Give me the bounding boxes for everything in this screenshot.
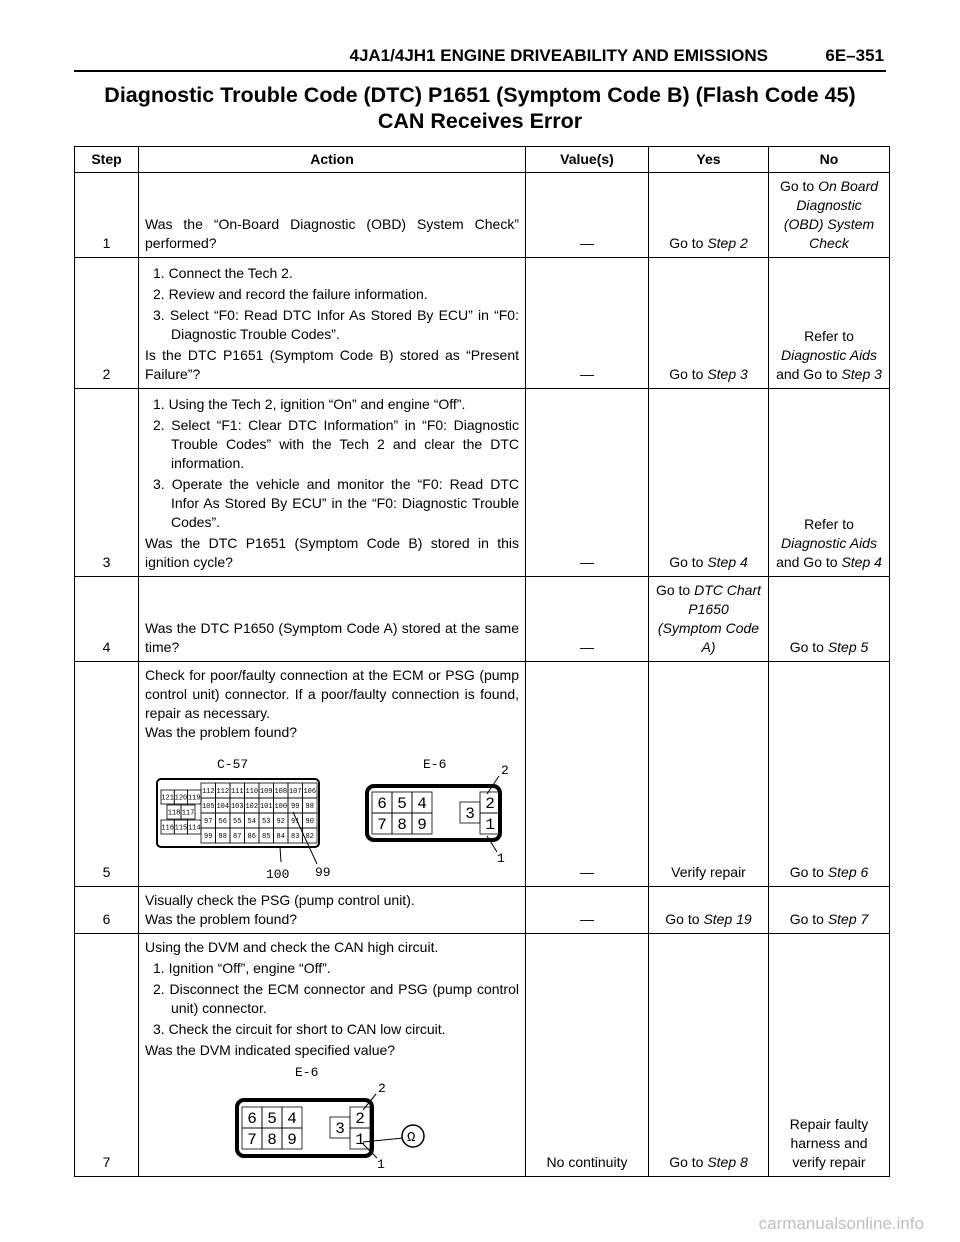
ohm-symbol: Ω — [407, 1130, 416, 1146]
action-cell — [139, 887, 526, 934]
col-step: Step — [75, 147, 139, 173]
c57-pin: 91 — [291, 817, 300, 826]
c57-pin: 92 — [276, 817, 285, 826]
action-cell — [139, 934, 526, 1177]
c57-pin: 82 — [305, 832, 314, 841]
title-line-1: Diagnostic Trouble Code (DTC) P1651 (Symptom Code B) (Flash Code 45) — [104, 83, 856, 107]
c57-pin: 118 — [167, 809, 181, 818]
action-text: Using the DVM and check the CAN high circuit. — [145, 939, 439, 955]
yes-cell — [649, 389, 769, 577]
watermark: carmanualsonline.info — [758, 1214, 924, 1233]
value-cell: — — [526, 887, 649, 934]
no-middle: and Go to — [776, 366, 842, 382]
table-row — [75, 577, 890, 662]
c57-pin: 88 — [218, 832, 227, 841]
table-row — [75, 662, 890, 887]
c57-pin: 121 — [161, 794, 174, 803]
c57-pin: 97 — [204, 817, 213, 826]
yes-prefix: Go to — [669, 366, 708, 382]
c57-pin: 100 — [274, 802, 288, 811]
e6-pin: 2 — [485, 795, 495, 814]
e6-pin: 3 — [335, 1120, 345, 1139]
e6-pin-grid — [242, 1107, 370, 1149]
c57-pin: 56 — [218, 817, 227, 826]
action-text: Was the DTC P1650 (Symptom Code A) stored at the same time? — [139, 577, 526, 662]
c57-pin: 107 — [288, 787, 302, 796]
value-cell: No continuity — [526, 934, 649, 1177]
question-text: Was the DTC P1651 (Symptom Code B) stored in this ignition cycle? — [145, 535, 519, 570]
pin-1-label: 1 — [497, 851, 505, 866]
c57-pin: 120 — [174, 794, 188, 803]
c57-pin: 115 — [174, 824, 188, 833]
yes-link[interactable]: Step 3 — [707, 366, 748, 382]
pin-100-label: 100 — [266, 867, 290, 882]
dvm-svg — [145, 1060, 520, 1172]
yes-link[interactable]: Step 8 — [707, 1154, 748, 1170]
yes-link[interactable]: Step 19 — [703, 911, 752, 927]
e6-pin: 6 — [377, 795, 387, 814]
yes-cell: Verify repair — [649, 662, 769, 887]
c57-pin: 99 — [291, 802, 300, 811]
yes-cell — [649, 887, 769, 934]
list-item: 3. Operate the vehicle and monitor the “F0: Read DTC Infor As Stored By ECU” in the “F0: Diagnostic Trouble Codes”. — [153, 476, 519, 530]
c57-label: C-57 — [217, 757, 249, 772]
no-cell — [769, 389, 890, 577]
e6-pin: 8 — [267, 1131, 277, 1150]
page-number: 6E–351 — [825, 46, 884, 65]
value-cell: — — [526, 258, 649, 389]
c57-pin: 104 — [216, 802, 230, 811]
col-yes: Yes — [649, 147, 769, 173]
c57-pin: 109 — [259, 787, 273, 796]
e6-label: E-6 — [295, 1065, 319, 1080]
e6-pin: 2 — [355, 1110, 365, 1129]
question-text: Was the problem found? — [145, 724, 298, 740]
c57-pin: 53 — [262, 817, 271, 826]
yes-prefix: Go to — [655, 582, 695, 598]
table-row — [75, 258, 890, 389]
c57-pin: 110 — [245, 787, 259, 796]
list-item: 2. Review and record the failure information. — [153, 286, 428, 302]
e6-label: E-6 — [423, 757, 447, 772]
col-no: No — [769, 147, 890, 173]
c57-pin: 106 — [303, 787, 317, 796]
c57-pin: 112 — [201, 787, 215, 796]
action-cell — [139, 662, 526, 887]
title-line-2: CAN Receives Error — [377, 109, 583, 133]
no-cell — [769, 258, 890, 389]
e6-pin: 5 — [267, 1110, 277, 1129]
yes-link[interactable]: Step 2 — [707, 235, 748, 251]
table-row — [75, 887, 890, 934]
c57-pin: 114 — [187, 824, 201, 833]
e6-pin: 3 — [465, 805, 475, 824]
diagnostic-table — [74, 146, 890, 1177]
c57-pin: 117 — [181, 809, 195, 818]
c57-pin: 99 — [204, 832, 213, 841]
no-link[interactable]: Step 7 — [827, 911, 869, 927]
action-text: Visually check the PSG (pump control unit). — [145, 892, 415, 908]
no-middle: and Go to — [776, 554, 842, 570]
c57-pin: 90 — [305, 817, 314, 826]
c57-pin: 112 — [216, 787, 230, 796]
c57-pin: 116 — [161, 824, 174, 833]
c57-pin: 87 — [233, 832, 242, 841]
action-text: Was the “On-Board Diagnostic (OBD) System Check” performed? — [139, 173, 526, 258]
list-item: 1. Ignition “Off”, engine “Off”. — [153, 960, 331, 976]
yes-link[interactable]: DTC Chart P1650 (Symptom Code A) — [657, 582, 762, 655]
step-number: 1 — [75, 173, 139, 258]
list-item: 2. Select “F1: Clear DTC Information” in “F0: Diagnostic Trouble Codes” with the Tech 2 and clear the DTC information. — [153, 417, 519, 471]
e6-pin: 9 — [287, 1131, 297, 1150]
list-item: 2. Disconnect the ECM connector and PSG (pump control unit) connector. — [153, 981, 519, 1016]
table-row — [75, 389, 890, 577]
no-link-2[interactable]: Step 3 — [841, 366, 882, 382]
c57-pin: 108 — [274, 787, 288, 796]
step-number: 3 — [75, 389, 139, 577]
e6-pin: 1 — [355, 1131, 365, 1150]
list-item: 1. Connect the Tech 2. — [153, 265, 293, 281]
yes-link[interactable]: Step 4 — [707, 554, 748, 570]
e6-pin: 1 — [485, 816, 495, 835]
no-prefix: Go to — [789, 864, 828, 880]
value-cell: — — [526, 389, 649, 577]
no-cell — [769, 887, 890, 934]
no-link[interactable]: Step 5 — [827, 639, 869, 655]
yes-cell — [649, 577, 769, 662]
no-link-2[interactable]: Step 4 — [841, 554, 882, 570]
yes-prefix: Go to — [665, 911, 704, 927]
pin-1-label: 1 — [377, 1157, 385, 1172]
dvm-diagram — [145, 1060, 519, 1172]
no-cell — [769, 577, 890, 662]
action-text: Check for poor/faulty connection at the ECM or PSG (pump control unit) connector. If a poor/faulty connection is found, repair as necessary. — [145, 667, 519, 721]
e6-pin: 7 — [247, 1131, 257, 1150]
c57-pin: 119 — [187, 794, 201, 803]
no-prefix: Refer to — [804, 328, 854, 344]
c57-pin: 102 — [245, 802, 259, 811]
no-prefix: Go to — [789, 639, 828, 655]
action-cell — [139, 389, 526, 577]
no-link[interactable]: On Board Diagnostic (OBD) System Check — [783, 178, 879, 251]
e6-pin: 5 — [397, 795, 407, 814]
c57-pin: 54 — [247, 817, 256, 826]
pin-100-leader — [280, 847, 281, 862]
yes-prefix: Go to — [669, 554, 708, 570]
step-number: 7 — [75, 934, 139, 1177]
yes-cell — [649, 258, 769, 389]
e6-pin: 8 — [397, 816, 407, 835]
connector-svg — [145, 742, 520, 882]
no-link[interactable]: Diagnostic Aids — [781, 535, 877, 551]
question-text: Was the DVM indicated specified value? — [145, 1042, 396, 1058]
e6-pin: 4 — [417, 795, 427, 814]
value-cell: — — [526, 577, 649, 662]
pin-2-label: 2 — [378, 1081, 386, 1096]
yes-prefix: Go to — [669, 235, 708, 251]
yes-cell — [649, 173, 769, 258]
value-cell: — — [526, 173, 649, 258]
pin-99-label: 99 — [315, 865, 331, 880]
c57-pin: 85 — [262, 832, 271, 841]
c57-pin: 101 — [259, 802, 273, 811]
question-text: Was the problem found? — [145, 911, 298, 927]
step-number: 4 — [75, 577, 139, 662]
col-values: Value(s) — [526, 147, 649, 173]
e6-pin-grid — [372, 792, 500, 834]
step-number: 2 — [75, 258, 139, 389]
document-title — [74, 82, 886, 134]
connector-diagram — [145, 742, 519, 882]
c57-pin: 98 — [305, 802, 314, 811]
c57-pin: 111 — [230, 787, 244, 796]
step-number: 5 — [75, 662, 139, 887]
table-row — [75, 934, 890, 1177]
no-prefix: Go to — [789, 911, 828, 927]
e6-pin: 7 — [377, 816, 387, 835]
c57-pin: 103 — [230, 802, 244, 811]
yes-cell — [649, 934, 769, 1177]
c57-pin: 105 — [201, 802, 215, 811]
e6-pin: 9 — [417, 816, 427, 835]
header-title: 4JA1/4JH1 ENGINE DRIVEABILITY AND EMISSIONS — [349, 46, 768, 65]
e6-pin: 4 — [287, 1110, 297, 1129]
table-row — [75, 173, 890, 258]
no-link[interactable]: Step 6 — [827, 864, 869, 880]
meter-lead — [363, 1138, 403, 1142]
e6-pin: 6 — [247, 1110, 257, 1129]
c57-pin: 86 — [247, 832, 256, 841]
step-number: 6 — [75, 887, 139, 934]
c57-pin: 83 — [291, 832, 300, 841]
no-prefix: Refer to — [804, 516, 854, 532]
page-header — [74, 44, 886, 72]
no-cell — [769, 662, 890, 887]
no-link[interactable]: Diagnostic Aids — [781, 347, 877, 363]
pin-2-label: 2 — [501, 763, 509, 778]
table-header-row — [75, 147, 890, 173]
value-cell: — — [526, 662, 649, 887]
no-cell — [769, 173, 890, 258]
no-prefix: Go to — [779, 178, 819, 194]
c57-pin: 55 — [233, 817, 242, 826]
yes-prefix: Go to — [669, 1154, 708, 1170]
no-cell: Repair faulty harness and verify repair — [769, 934, 890, 1177]
question-text: Is the DTC P1651 (Symptom Code B) stored as “Present Failure”? — [145, 347, 519, 382]
col-action: Action — [139, 147, 526, 173]
list-item: 3. Select “F0: Read DTC Infor As Stored By ECU” in “F0: Diagnostic Trouble Codes”. — [153, 307, 519, 342]
action-cell — [139, 258, 526, 389]
list-item: 1. Using the Tech 2, ignition “On” and engine “Off”. — [153, 396, 466, 412]
list-item: 3. Check the circuit for short to CAN low circuit. — [153, 1021, 446, 1037]
c57-pin: 84 — [276, 832, 285, 841]
